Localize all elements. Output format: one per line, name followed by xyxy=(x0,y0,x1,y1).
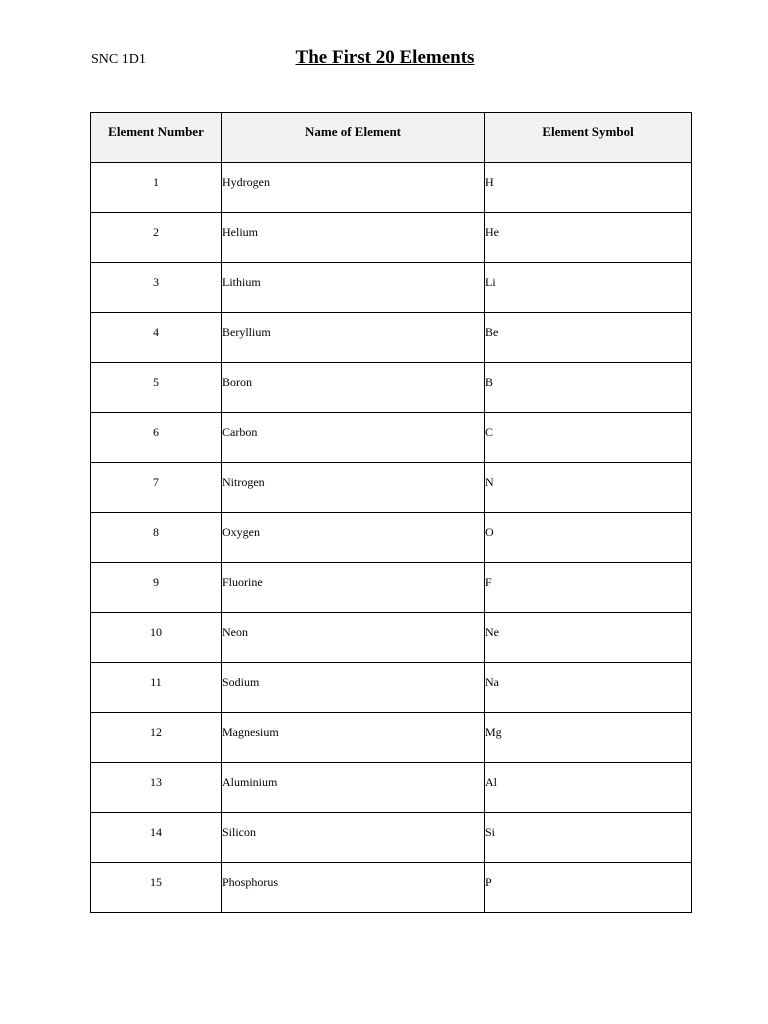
element-symbol-cell: C xyxy=(485,413,692,463)
element-name-cell: Fluorine xyxy=(222,563,485,613)
element-name-cell: Carbon xyxy=(222,413,485,463)
element-number-cell: 7 xyxy=(91,463,222,513)
element-name-cell: Helium xyxy=(222,213,485,263)
element-number-cell: 13 xyxy=(91,763,222,813)
table-row xyxy=(91,613,692,663)
element-number-cell: 4 xyxy=(91,313,222,363)
element-name-cell: Magnesium xyxy=(222,713,485,763)
element-symbol-cell: Li xyxy=(485,263,692,313)
element-name-cell: Neon xyxy=(222,613,485,663)
element-symbol-cell: F xyxy=(485,563,692,613)
element-name-cell: Hydrogen xyxy=(222,163,485,213)
element-number-cell: 1 xyxy=(91,163,222,213)
document-title xyxy=(0,47,768,69)
table-body xyxy=(91,163,692,913)
table-row xyxy=(91,363,692,413)
table-row xyxy=(91,813,692,863)
element-symbol-cell: Al xyxy=(485,763,692,813)
element-number-cell: 5 xyxy=(91,363,222,413)
element-symbol-cell: P xyxy=(485,863,692,913)
element-number-cell: 6 xyxy=(91,413,222,463)
element-symbol-cell: N xyxy=(485,463,692,513)
table-row xyxy=(91,163,692,213)
element-name-cell: Lithium xyxy=(222,263,485,313)
table-row xyxy=(91,263,692,313)
element-symbol-cell: Be xyxy=(485,313,692,363)
element-number-cell: 9 xyxy=(91,563,222,613)
table-row xyxy=(91,413,692,463)
table-row xyxy=(91,513,692,563)
element-number-cell: 10 xyxy=(91,613,222,663)
element-symbol-cell: O xyxy=(485,513,692,563)
element-name-cell: Aluminium xyxy=(222,763,485,813)
table-row xyxy=(91,563,692,613)
element-number-cell: 11 xyxy=(91,663,222,713)
element-name-cell: Silicon xyxy=(222,813,485,863)
table-row xyxy=(91,863,692,913)
course-code: SNC 1D1 xyxy=(91,52,146,67)
column-header-element-symbol: Element Symbol xyxy=(485,113,692,163)
element-number-cell: 12 xyxy=(91,713,222,763)
element-symbol-cell: Si xyxy=(485,813,692,863)
element-name-cell: Beryllium xyxy=(222,313,485,363)
column-header-element-number: Element Number xyxy=(91,113,222,163)
table-row xyxy=(91,763,692,813)
table-row xyxy=(91,213,692,263)
element-name-cell: Boron xyxy=(222,363,485,413)
element-number-cell: 3 xyxy=(91,263,222,313)
table-row xyxy=(91,313,692,363)
table-header-row xyxy=(91,113,692,163)
element-symbol-cell: H xyxy=(485,163,692,213)
element-name-cell: Nitrogen xyxy=(222,463,485,513)
element-number-cell: 15 xyxy=(91,863,222,913)
element-number-cell: 8 xyxy=(91,513,222,563)
element-name-cell: Phosphorus xyxy=(222,863,485,913)
table-row xyxy=(91,663,692,713)
element-symbol-cell: Na xyxy=(485,663,692,713)
table-row xyxy=(91,463,692,513)
element-symbol-cell: He xyxy=(485,213,692,263)
elements-table xyxy=(90,112,692,913)
element-symbol-cell: Ne xyxy=(485,613,692,663)
element-symbol-cell: B xyxy=(485,363,692,413)
document-title-text: The First 20 Elements xyxy=(295,47,475,68)
element-number-cell: 14 xyxy=(91,813,222,863)
table-row xyxy=(91,713,692,763)
element-name-cell: Sodium xyxy=(222,663,485,713)
element-name-cell: Oxygen xyxy=(222,513,485,563)
element-symbol-cell: Mg xyxy=(485,713,692,763)
element-number-cell: 2 xyxy=(91,213,222,263)
column-header-name-of-element: Name of Element xyxy=(222,113,485,163)
